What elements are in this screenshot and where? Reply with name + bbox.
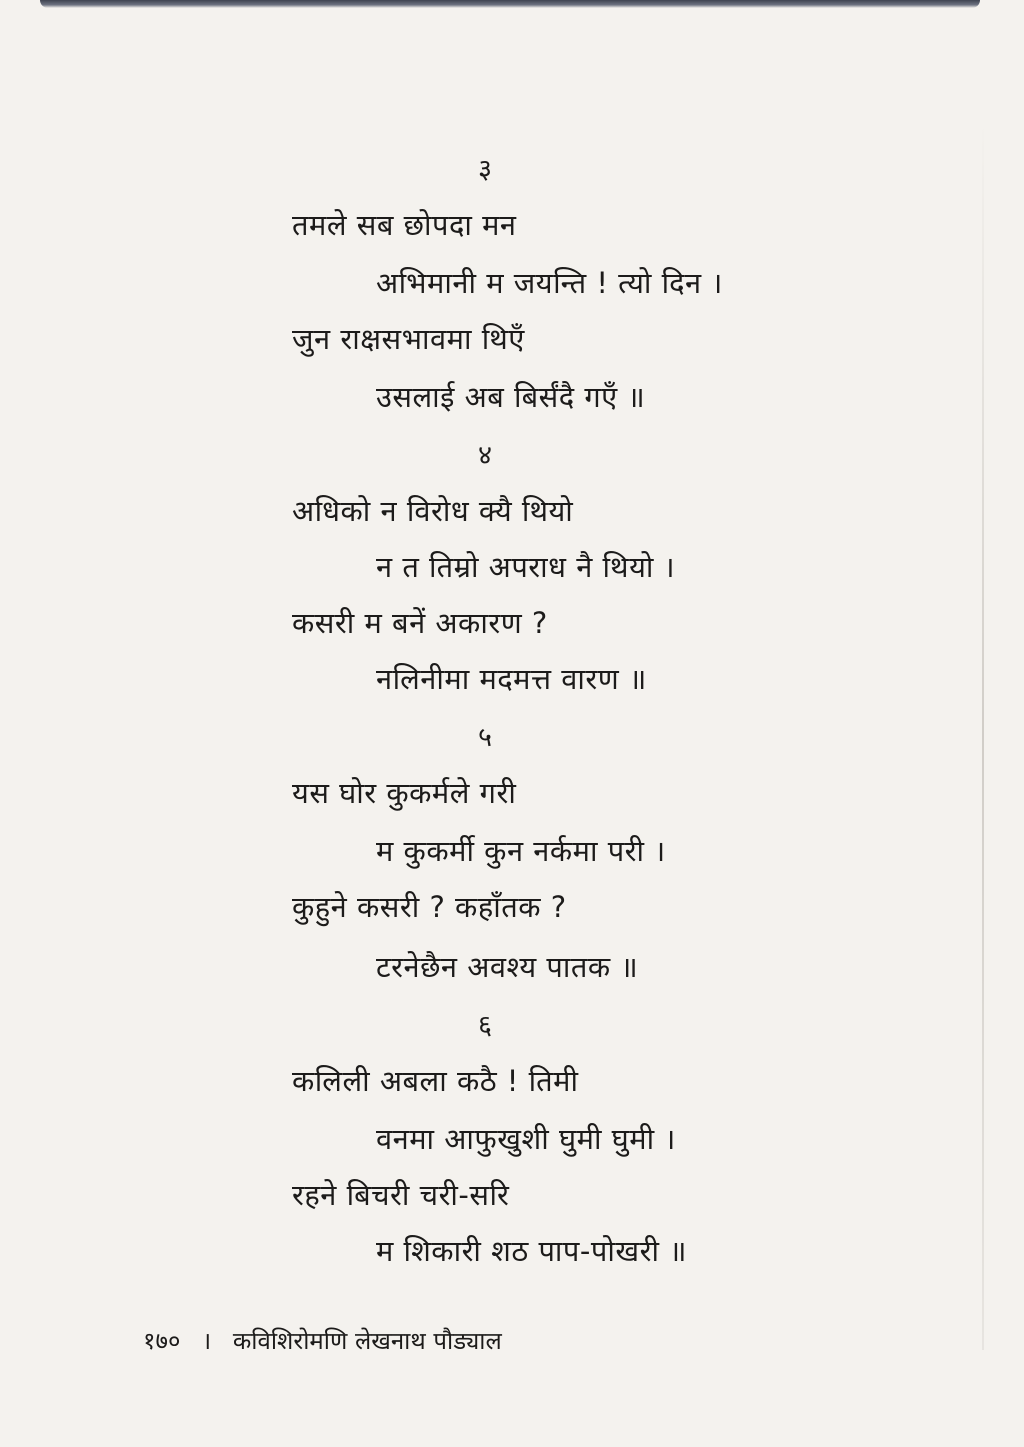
poem-line: उसलाई अब बिर्संदै गएँ ॥: [376, 380, 646, 414]
poem-line: कसरी म बनें अकारण ?: [292, 606, 548, 640]
stanza-number: ५: [478, 722, 493, 753]
poem-line: नलिनीमा मदमत्त वारण ॥: [376, 662, 647, 696]
poem-line: म कुकर्मी कुन नर्कमा परी ।: [376, 834, 666, 868]
page-footer: [143, 1326, 516, 1356]
stanza-number: ३: [478, 154, 493, 185]
poem-line: यस घोर कुकर्मले गरी: [292, 776, 517, 810]
stanza-number: ६: [478, 1010, 493, 1041]
page-number: १७०: [143, 1327, 181, 1355]
stanza-number: ४: [478, 440, 493, 471]
poem-line: वनमा आफुखुशी घुमी घुमी ।: [376, 1122, 676, 1156]
poem-line: टरनेछैन अवश्य पातक ॥: [376, 950, 639, 984]
poem-line: तमले सब छोपदा मन: [292, 208, 517, 242]
poem-line: न त तिम्रो अपराध नै थियो ।: [376, 550, 676, 584]
poem-line: रहने बिचरी चरी-सरि: [292, 1178, 510, 1212]
poem-line: कुहुने कसरी ? कहाँतक ?: [292, 890, 567, 924]
poem-line: कलिली अबला कठै ! तिमी: [292, 1064, 579, 1098]
poem-line: म शिकारी शठ पाप-पोखरी ॥: [376, 1234, 688, 1268]
poem-line: अभिमानी म जयन्ति ! त्यो दिन ।: [376, 266, 723, 300]
book-title: कविशिरोमणि लेखनाथ पौड्याल: [232, 1327, 502, 1355]
poem-line: अधिको न विरोध क्यै थियो: [292, 494, 574, 528]
footer-separator: ।: [202, 1327, 212, 1355]
poem-line: जुन राक्षसभावमा थिएँ: [292, 322, 525, 356]
